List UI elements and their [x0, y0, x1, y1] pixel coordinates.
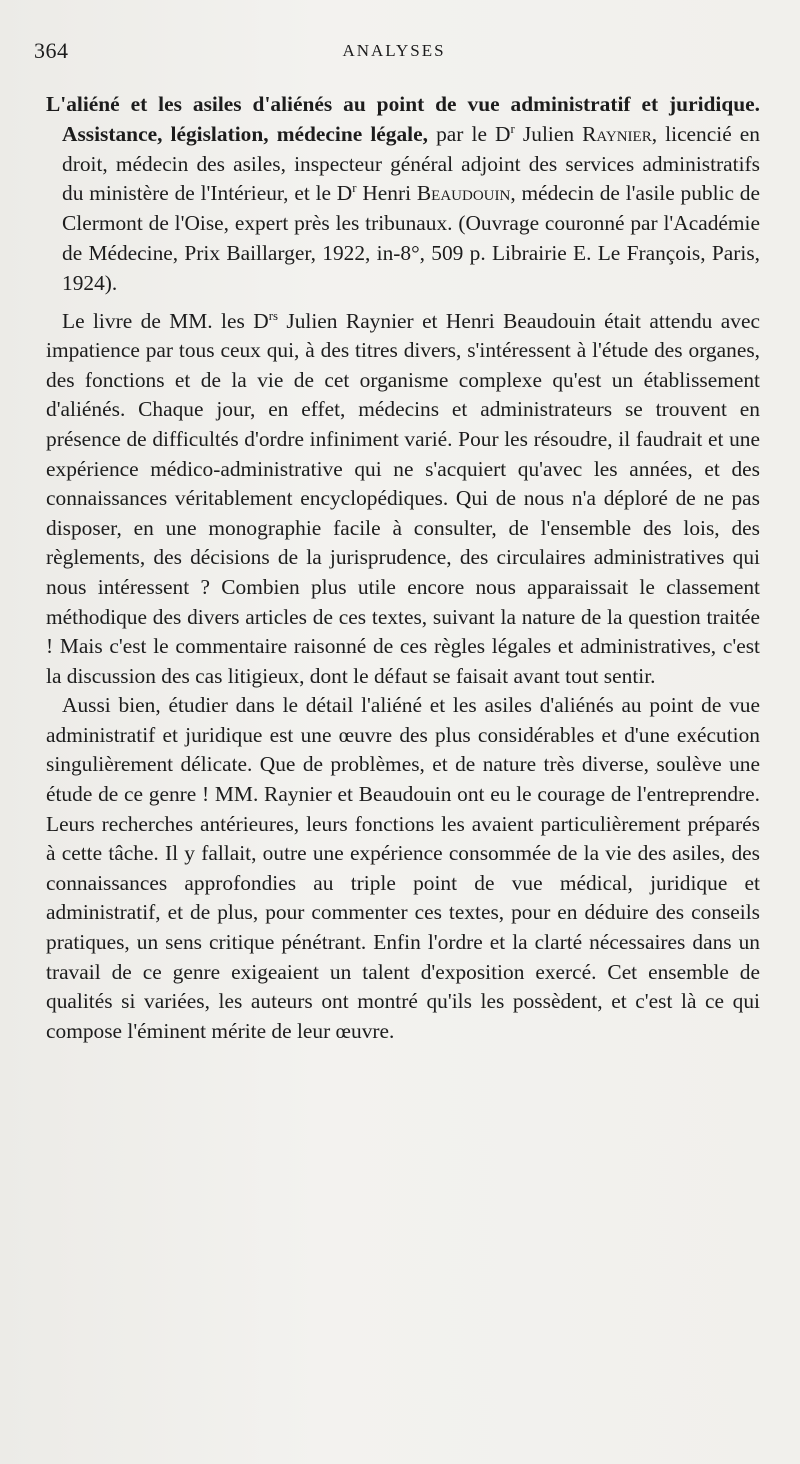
- dr-superscript: r: [510, 121, 515, 136]
- dr-superscript: r: [352, 181, 357, 196]
- author1-description: , licencié en droit, médecin des asiles, inspecteur général adjoint des services administratifs du ministère de l'Intérieur, et le D: [62, 121, 760, 206]
- paragraph-1: [46, 307, 760, 692]
- paragraph-2: Aussi bien, étudier dans le détail l'aliéné et les asiles d'aliénés au point de vue administratif et juridique est une œuvre des plus considérables et d'une exécution singulièrement délicate. Que de problèmes, et de nature très diverse, soulève une étude de ce genre ! MM. Raynier et Beaudouin ont eu le courage de l'entreprendre. Leurs recherches antérieures, leurs fonctions les avaient particulièrement préparés à cette tâche. Il y fallait, outre une expérience consommée de la vie des asiles, des connaissances approfondies au triple point de vue médical, juridique et administratif, et de plus, pour commenter ces textes, pour en déduire des conseils pratiques, un sens critique pénétrant. Enfin l'ordre et la clarté nécessaires dans un travail de ce genre exigeaient un talent d'exposition exercé. Cet ensemble de qualités si variées, les auteurs ont montré qu'ils les possèdent, et c'est là ce qui compose l'éminent mérite de leur œuvre.: [46, 693, 760, 1043]
- running-title: ANALYSES: [342, 41, 446, 60]
- running-head: [34, 38, 754, 68]
- author2-first-name: Henri: [362, 181, 412, 206]
- intro-text: par le D: [436, 121, 511, 146]
- page-number: 364: [34, 38, 69, 63]
- author1-first-name: Julien: [522, 121, 575, 146]
- book-reference: [46, 90, 760, 299]
- author2-description: , médecin de l'asile public de Clermont de l'Oise, expert près les tribunaux. (Ouvrage couronné par l'Académie de Médecine, Prix Baillarger, 1922, in-8°, 509 p. Librairie E. Le François, Paris, 1924).: [62, 181, 760, 295]
- author1-last-name: Raynier: [582, 121, 652, 146]
- drs-superscript: rs: [268, 308, 278, 323]
- body-text: [46, 90, 760, 1046]
- paragraph-1-start: Le livre de MM. les D: [62, 308, 269, 333]
- author2-last-name: Beaudouin: [416, 181, 511, 206]
- paragraph-1-rest: Julien Raynier et Henri Beaudouin était attendu avec impatience par tous ceux qui, à des titres divers, s'intéressent à l'étude des organes, des fonctions et de la vie de cet organisme complexe qu'est un établissement d'aliénés. Chaque jour, en effet, médecins et administrateurs se trouvent en présence de difficultés d'ordre infiniment varié. Pour les résoudre, il faudrait et une expérience médico-administrative qui ne s'acquiert qu'avec les années, et des connaissances véritablement encyclopédiques. Qui de nous n'a déploré de ne pas disposer, en une monographie facile à consulter, de l'ensemble des lois, des règlements, des décisions de la jurisprudence, des circulaires administratives qui nous intéressent ? Combien plus utile encore nous apparaissait le classement méthodique des divers articles de ces textes, suivant la nature de la question traitée ! Mais c'est le commentaire raisonné de ces règles légales et administratives, c'est la discussion des cas litigieux, dont le défaut se faisait avant tout sentir.: [46, 308, 760, 688]
- book-title: L'aliéné et les asiles d'aliénés au point de vue administratif et juridique. Assistance, législation, médecine légale,: [46, 92, 760, 146]
